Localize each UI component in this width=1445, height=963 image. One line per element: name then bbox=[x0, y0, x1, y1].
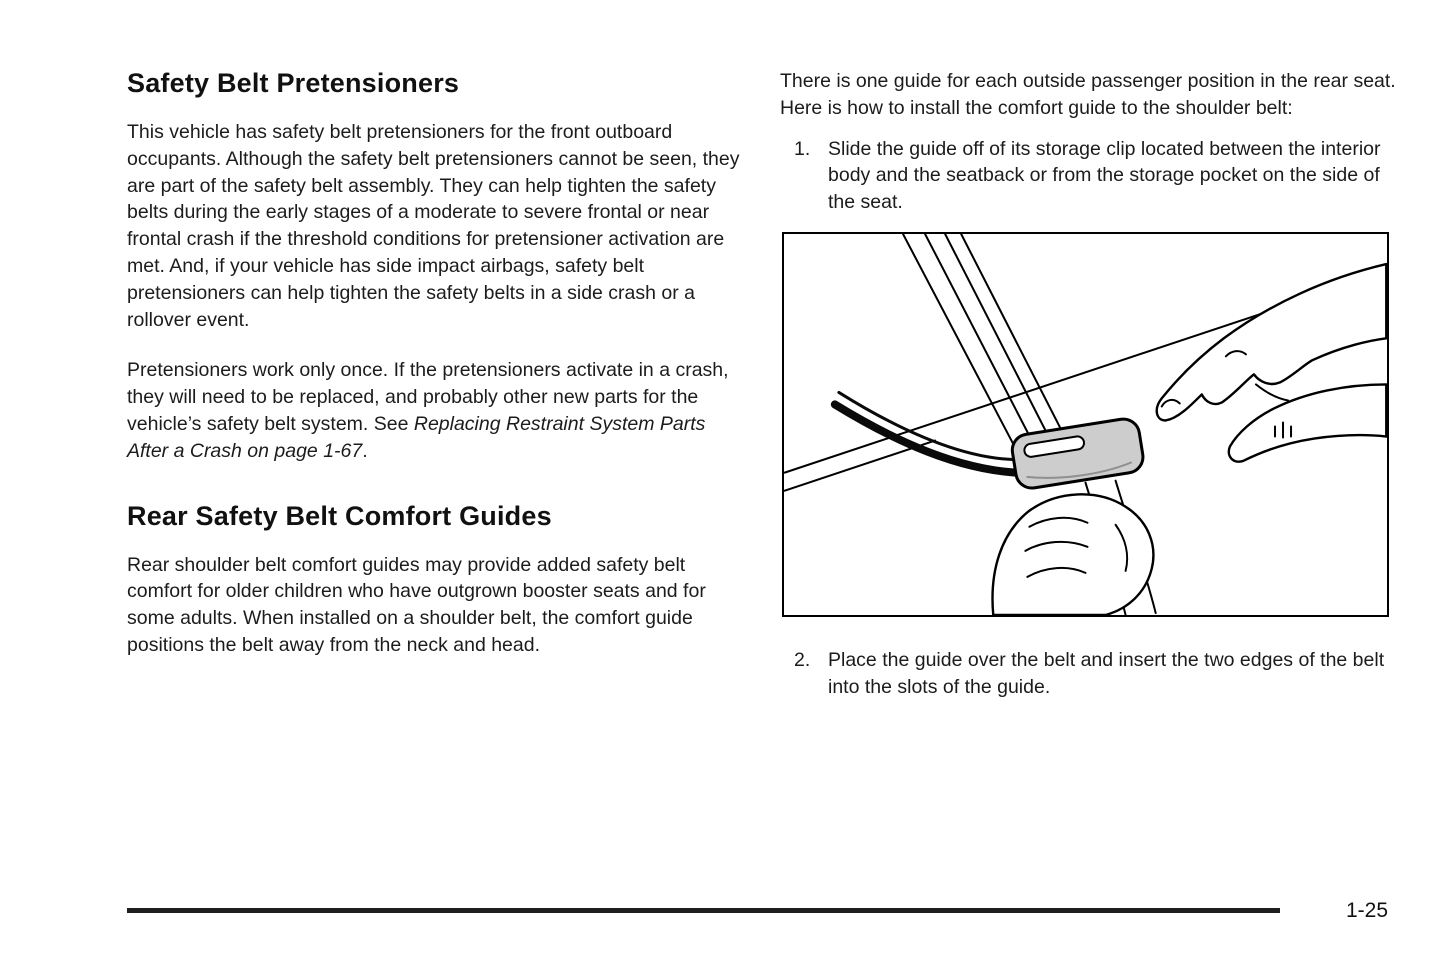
step-2 bbox=[780, 647, 1400, 701]
footer-rule bbox=[127, 908, 1280, 913]
pretensioners-paragraph-1: This vehicle has safety belt pretensioners for the front outboard occupants. Although the safety belt pretensioners cannot be seen, they are part of the safety belt assembly. They can help tighten the safety belts during the early stages of a moderate to severe frontal or near frontal crash if the threshold conditions for pretensioner activation are met. And, if your vehicle has side impact airbags, safety belt pretensioners can help tighten the safety belts in a side crash or a rollover event. bbox=[127, 121, 740, 331]
step-2-text: Place the guide over the belt and insert the two edges of the belt into the slots of the guide. bbox=[828, 648, 1385, 698]
right-column bbox=[780, 68, 1400, 715]
pretensioners-paragraph-2-tail: . bbox=[362, 439, 368, 462]
step-1-text: Slide the guide off of its storage clip located between the interior body and the seatback or from the storage pocket on the side of the seat. bbox=[828, 137, 1381, 214]
pretensioners-paragraph-2 bbox=[127, 357, 741, 464]
step-1-number: 1. bbox=[794, 137, 811, 160]
comfort-guide-illustration bbox=[784, 234, 1387, 615]
comfort-guide-figure bbox=[782, 232, 1389, 617]
heading-safety-belt-pretensioners: Safety Belt Pretensioners bbox=[127, 68, 460, 98]
comfort-guide-clip bbox=[1010, 417, 1145, 491]
left-column bbox=[127, 68, 741, 683]
step-2-number: 2. bbox=[794, 648, 811, 671]
pretensioners-paragraph-2-lead: Pretensioners work only once. If the pretensioners activate in a crash, they will need to be replaced, and probably other new parts for the vehicle’s safety belt system. See bbox=[127, 359, 729, 435]
comfort-guides-paragraph-1: Rear shoulder belt comfort guides may provide added safety belt comfort for older children who have outgrown booster seats and for some adults. When installed on a shoulder belt, the comfort guide positions the belt away from the neck and head. bbox=[127, 553, 706, 656]
page-number: 1-25 bbox=[1346, 899, 1389, 922]
cross-reference-replacing-restraint-parts: Replacing Restraint System Parts After a Crash on page 1-67 bbox=[127, 412, 706, 462]
comfort-guide-intro: There is one guide for each outside passenger position in the rear seat. Here is how to install the comfort guide to the shoulder belt: bbox=[780, 70, 1396, 119]
step-1 bbox=[780, 136, 1400, 216]
heading-rear-safety-belt-comfort-guides: Rear Safety Belt Comfort Guides bbox=[127, 500, 552, 531]
